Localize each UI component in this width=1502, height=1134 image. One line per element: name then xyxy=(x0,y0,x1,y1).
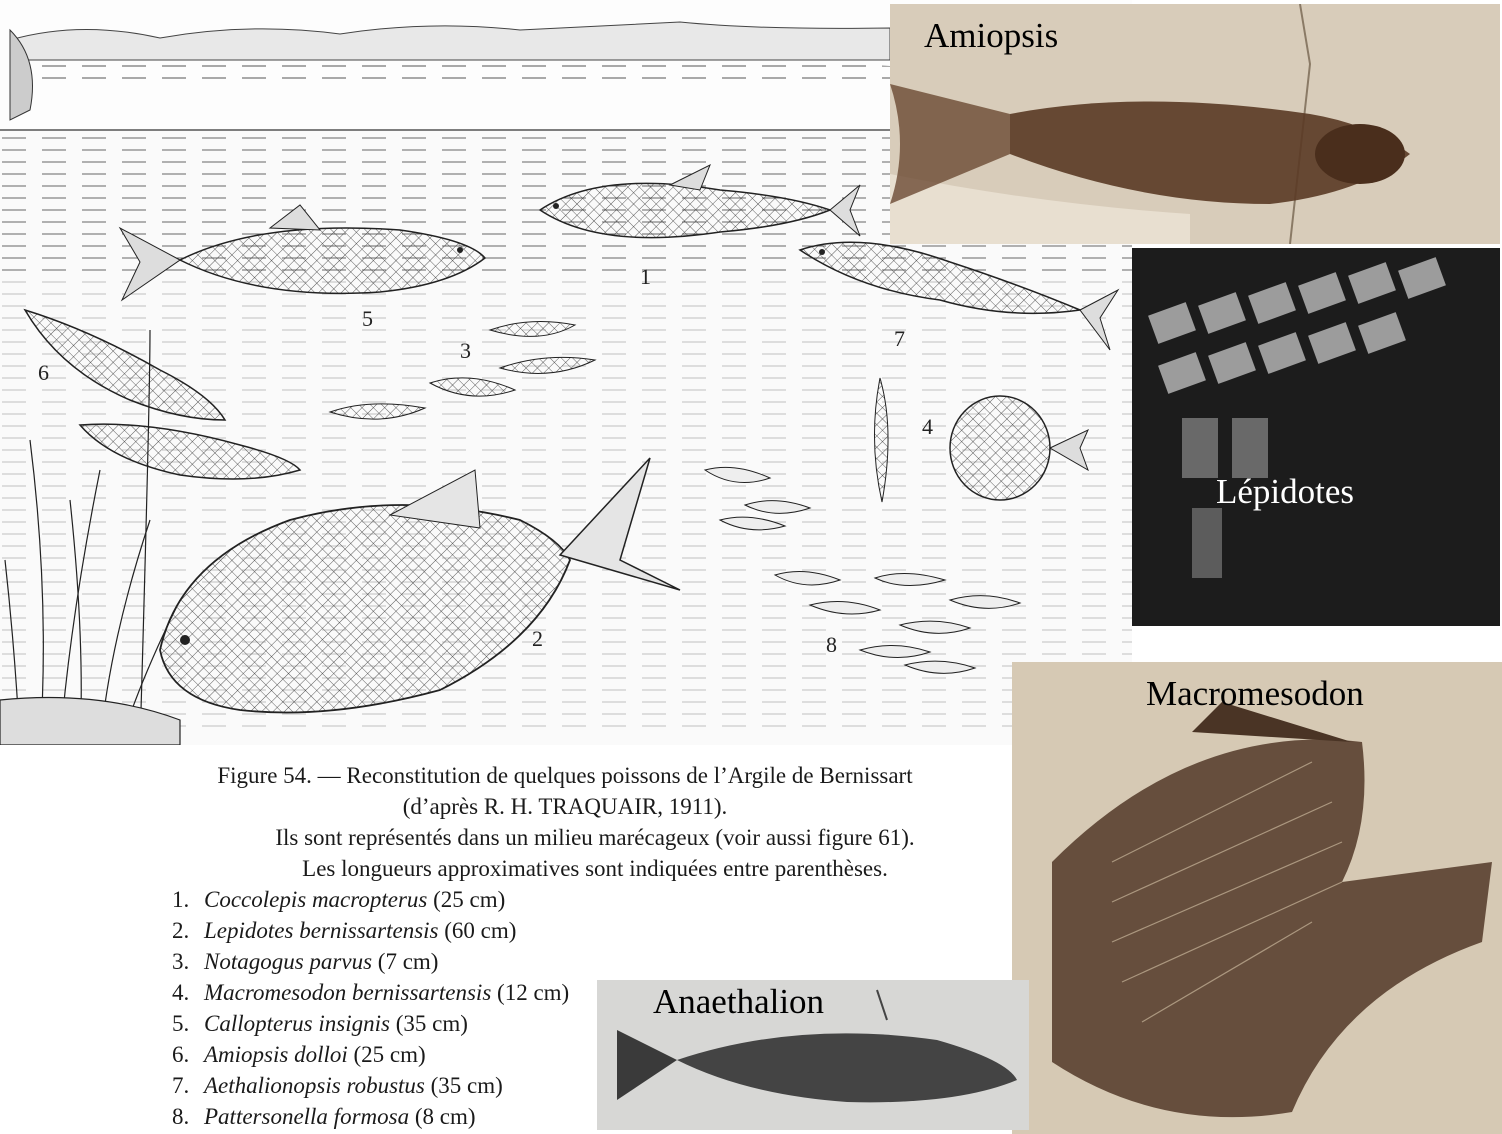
species-item: 5. Callopterus insignis (35 cm) xyxy=(172,1011,468,1036)
lepidotes-photo xyxy=(1132,248,1500,626)
figure-caption xyxy=(130,760,1000,884)
caption-line-4: Les longueurs approximatives sont indiquées entre parenthèses. xyxy=(302,856,888,881)
species-item: 4. Macromesodon bernissartensis (12 cm) xyxy=(172,980,570,1005)
species-item: 1. Coccolepis macropterus (25 cm) xyxy=(172,887,506,912)
macromesodon-label: Macromesodon xyxy=(1146,674,1364,713)
amiopsis-photo xyxy=(890,4,1500,244)
fish-number-2: 2 xyxy=(532,626,543,651)
macromesodon-photo xyxy=(1012,662,1502,1134)
macromesodon-fossil xyxy=(1012,662,1502,1134)
caption-line-1: Figure 54. — Reconstitution de quelques poissons de l’Argile de Bernissart xyxy=(217,763,913,788)
fish-number-1: 1 xyxy=(640,264,651,289)
lepidotes-fossil xyxy=(1132,248,1500,626)
fish-number-4: 4 xyxy=(922,414,933,439)
species-item: 7. Aethalionopsis robustus (35 cm) xyxy=(172,1073,503,1098)
fish-number-6: 6 xyxy=(38,360,49,385)
caption-line-2: (d’après R. H. TRAQUAIR, 1911). xyxy=(402,794,728,819)
species-item: 8. Pattersonella formosa (8 cm) xyxy=(172,1104,476,1129)
lepidotes-label: Lépidotes xyxy=(1216,472,1355,511)
species-list xyxy=(172,884,569,1132)
species-item: 2. Lepidotes bernissartensis (60 cm) xyxy=(172,918,517,943)
anaethalion-photo xyxy=(597,980,1029,1130)
fish-number-3: 3 xyxy=(460,338,471,363)
caption-line-3: Ils sont représentés dans un milieu marécageux (voir aussi figure 61). xyxy=(275,825,915,850)
fish-number-5: 5 xyxy=(362,306,373,331)
anaethalion-label: Anaethalion xyxy=(653,982,825,1021)
species-item: 6. Amiopsis dolloi (25 cm) xyxy=(172,1042,426,1067)
species-item: 3. Notagogus parvus (7 cm) xyxy=(172,949,439,974)
fish-number-7: 7 xyxy=(894,326,905,351)
amiopsis-label: Amiopsis xyxy=(924,16,1059,55)
fish-number-8: 8 xyxy=(826,632,837,657)
